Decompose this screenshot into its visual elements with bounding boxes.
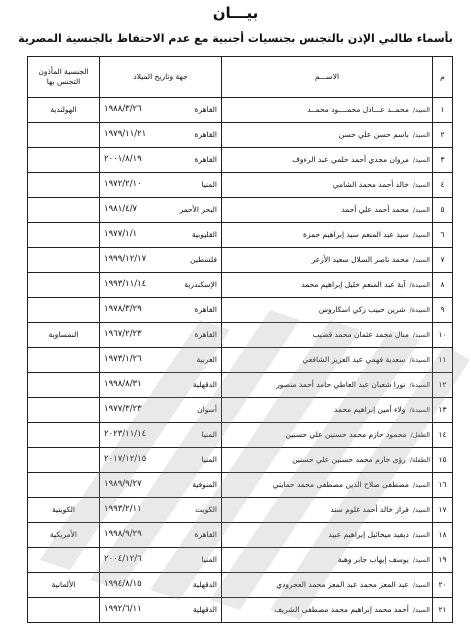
honorific: الطفلة/ xyxy=(409,456,430,465)
table-row xyxy=(28,573,453,598)
row-number: ١٦ xyxy=(433,473,453,498)
birth-cell xyxy=(100,473,222,498)
applicant-name-cell xyxy=(222,298,433,323)
birth-place: المنيا xyxy=(201,430,217,439)
birth-cell xyxy=(100,198,222,223)
applicant-name: محمــد عـــادل محمــــود محمــد xyxy=(307,105,409,115)
table-row xyxy=(28,598,453,623)
applicant-name-cell xyxy=(222,423,433,448)
birth-date: ١٩٩٤/٨/١٥ xyxy=(104,579,142,589)
birth-cell xyxy=(100,598,222,623)
document-title: بيـــان xyxy=(212,4,259,22)
table-row xyxy=(28,423,453,448)
birth-place: القليوبية xyxy=(191,230,217,239)
applicant-name-cell xyxy=(222,273,433,298)
birth-cell xyxy=(100,298,222,323)
nationality-cell: الكويتية xyxy=(28,498,100,523)
nationality-cell: الألمانية xyxy=(28,573,100,598)
honorific: السيد/ xyxy=(412,506,430,515)
table-row xyxy=(28,123,453,148)
birth-cell xyxy=(100,173,222,198)
birth-place: القاهرة xyxy=(194,155,217,164)
honorific: السيد/ xyxy=(412,606,430,615)
row-number: ١١ xyxy=(433,348,453,373)
table-row xyxy=(28,373,453,398)
honorific: السيد/ xyxy=(412,231,430,240)
birth-date: ٢٠٠٤/١٢/٦ xyxy=(104,554,142,564)
applicant-name-cell xyxy=(222,398,433,423)
birth-place: الغربية xyxy=(196,355,217,364)
nationality-cell: الهولندية xyxy=(28,98,100,123)
honorific: السيدة/ xyxy=(409,406,430,415)
nationality-cell xyxy=(28,398,100,423)
birth-cell xyxy=(100,123,222,148)
birth-place: القاهرة xyxy=(194,130,217,139)
applicant-name: يوسف إيهاب جابر وهبة xyxy=(337,555,409,565)
birth-place: فلسطين xyxy=(190,255,217,264)
applicant-name: منال محمد عثمان محمد قضيب xyxy=(312,330,409,340)
row-number: ١٠ xyxy=(433,323,453,348)
applicant-name: رؤى حازم محمد حسنين علي حسنين xyxy=(292,455,406,465)
honorific: السيد/ xyxy=(412,206,430,215)
applicant-name-cell xyxy=(222,448,433,473)
honorific: السيد/ xyxy=(412,531,430,540)
birth-place: القاهرة xyxy=(194,330,217,339)
birth-date: ٢٠٠١/٨/١٩ xyxy=(104,154,142,164)
honorific: السيد/ xyxy=(412,581,430,590)
applicant-name-cell xyxy=(222,373,433,398)
birth-cell xyxy=(100,323,222,348)
applicant-name-cell xyxy=(222,123,433,148)
applicant-name-cell xyxy=(222,198,433,223)
applicant-name-cell xyxy=(222,223,433,248)
birth-place: الدقهلية xyxy=(192,580,217,589)
birth-place: القاهرة xyxy=(194,530,217,539)
applicant-name: خالد أحمد محمد الشامي xyxy=(332,180,409,190)
applicant-name: أحمد محمد إبراهيم محمد مصطفى الشريف xyxy=(274,605,409,615)
table-row xyxy=(28,198,453,223)
applicant-name-cell xyxy=(222,98,433,123)
row-number: ١٧ xyxy=(433,498,453,523)
birth-cell xyxy=(100,148,222,173)
table-row xyxy=(28,498,453,523)
nationality-cell xyxy=(28,173,100,198)
row-number: ٩ xyxy=(433,298,453,323)
nationality-cell xyxy=(28,373,100,398)
birth-place: المنيا xyxy=(201,180,217,189)
applicant-name-cell xyxy=(222,173,433,198)
applicant-name-cell xyxy=(222,573,433,598)
applicant-name-cell xyxy=(222,598,433,623)
birth-cell xyxy=(100,573,222,598)
table-row xyxy=(28,273,453,298)
table-row xyxy=(28,398,453,423)
birth-cell xyxy=(100,98,222,123)
table-row xyxy=(28,323,453,348)
honorific: السيد/ xyxy=(412,156,430,165)
table-row xyxy=(28,348,453,373)
nationality-cell xyxy=(28,223,100,248)
birth-date: ١٩٩٨/٨/٣١ xyxy=(104,379,142,389)
row-number: ١٩ xyxy=(433,548,453,573)
applicant-name: نورا شعبان عبد العاطي حامد أحمد منصور xyxy=(276,380,406,390)
table-row xyxy=(28,548,453,573)
birth-cell xyxy=(100,548,222,573)
nationality-cell xyxy=(28,548,100,573)
row-number: ٢ xyxy=(433,123,453,148)
birth-date: ١٩٧٨/٣/٢٩ xyxy=(104,304,142,314)
birth-cell xyxy=(100,223,222,248)
honorific: السيد/ xyxy=(412,131,430,140)
table-row xyxy=(28,298,453,323)
applicant-name-cell xyxy=(222,473,433,498)
birth-date: ١٩٩٩/١٢/١٧ xyxy=(104,254,147,264)
birth-place: الإسكندرية xyxy=(184,280,217,289)
nationality-cell xyxy=(28,423,100,448)
honorific: السيدة/ xyxy=(409,381,430,390)
nationality-cell xyxy=(28,298,100,323)
birth-cell xyxy=(100,523,222,548)
applicant-name: مروان مجدي أحمد حلمي عبد الرءوف xyxy=(292,155,409,165)
applicant-name-cell xyxy=(222,323,433,348)
table-row xyxy=(28,448,453,473)
birth-date: ٢٠٢٣/١١/١٤ xyxy=(104,429,147,439)
row-number: ٧ xyxy=(433,248,453,273)
applicant-name-cell xyxy=(222,523,433,548)
birth-cell xyxy=(100,448,222,473)
table-row xyxy=(28,248,453,273)
honorific: السيد/ xyxy=(412,331,430,340)
applicant-name: محمد ناصر السلال سعيد الأزعر xyxy=(311,255,409,265)
nationality-cell xyxy=(28,598,100,623)
birth-date: ١٩٧٢/٢/١٠ xyxy=(104,179,142,189)
birth-date: ١٩٧٩/١١/٢١ xyxy=(104,129,147,139)
header-name: الاســـم xyxy=(222,57,433,98)
birth-date: ١٩٨١/٤/٧ xyxy=(104,204,138,214)
birth-date: ١٩٩٨/٩/٢٩ xyxy=(104,529,142,539)
table-header-row xyxy=(28,57,453,98)
birth-date: ١٩٩٣/١١/١٤ xyxy=(104,279,147,289)
birth-cell xyxy=(100,373,222,398)
honorific: السيدة/ xyxy=(409,281,430,290)
applicant-name: عبد المعز محمد عبد المعز محمد العجرودي xyxy=(276,580,409,590)
applicant-name: آية عبد المنعم خليل إبراهيم محمد xyxy=(301,280,406,290)
applicant-name-cell xyxy=(222,148,433,173)
header-num: م xyxy=(433,57,453,98)
birth-cell xyxy=(100,398,222,423)
applicant-name: فراز خالد أحمد غلوم سند xyxy=(330,505,409,515)
nationality-cell xyxy=(28,248,100,273)
nationality-cell xyxy=(28,273,100,298)
table-row xyxy=(28,523,453,548)
nationality-cell: الأمريكية xyxy=(28,523,100,548)
birth-cell xyxy=(100,423,222,448)
birth-date: ٢٠١٧/١٢/١٥ xyxy=(104,454,147,464)
birth-date: ١٩٨٨/٣/٢٦ xyxy=(104,104,142,114)
row-number: ٥ xyxy=(433,198,453,223)
birth-place: أسوان xyxy=(197,405,217,414)
applicant-name: سيد عبد المنعم سيد إبراهيم حمزة xyxy=(303,230,409,240)
row-number: ٢٠ xyxy=(433,573,453,598)
honorific: الطفل/ xyxy=(410,431,430,440)
row-number: ٦ xyxy=(433,223,453,248)
birth-place: البحر الأحمر xyxy=(179,205,217,214)
row-number: ١٥ xyxy=(433,448,453,473)
row-number: ١٨ xyxy=(433,523,453,548)
birth-cell xyxy=(100,348,222,373)
table-row xyxy=(28,173,453,198)
table-row xyxy=(28,98,453,123)
birth-date: ١٩٨٩/٩/٢٧ xyxy=(104,479,142,489)
applicant-name: سعدية فهمي عبد العزيز الشافعي xyxy=(302,355,406,365)
birth-place: القاهرة xyxy=(194,305,217,314)
birth-date: ١٩٧٧/١/١ xyxy=(104,229,138,239)
birth-place: الدقهلية xyxy=(192,605,217,614)
honorific: السيد/ xyxy=(412,481,430,490)
birth-place: المنيا xyxy=(201,555,217,564)
applicants-table xyxy=(27,56,453,623)
table-row xyxy=(28,223,453,248)
applicant-name-cell xyxy=(222,348,433,373)
applicant-name: محمد أحمد علي أحمد xyxy=(341,205,409,215)
applicant-name: باسم حسن علي حسن xyxy=(338,130,409,140)
birth-cell xyxy=(100,273,222,298)
honorific: السيدة/ xyxy=(409,356,430,365)
birth-date: ١٩٦٧/٢/٢٣ xyxy=(104,329,142,339)
honorific: السيد/ xyxy=(412,256,430,265)
table-row xyxy=(28,473,453,498)
nationality-cell: النمساوية xyxy=(28,323,100,348)
nationality-cell xyxy=(28,148,100,173)
nationality-cell xyxy=(28,123,100,148)
applicant-name: ولاء أمين إبراهيم محمد xyxy=(334,405,406,415)
row-number: ٤ xyxy=(433,173,453,198)
header-nationality: الجنسية المأذون التجنس بها xyxy=(28,57,100,98)
birth-place: المنيا xyxy=(201,455,217,464)
birth-place: الدقهلية xyxy=(192,380,217,389)
honorific: السيد/ xyxy=(412,106,430,115)
honorific: السيدة/ xyxy=(409,306,430,315)
row-number: ١٣ xyxy=(433,398,453,423)
applicant-name-cell xyxy=(222,498,433,523)
applicant-name: ديفيد ميخائيل إبراهيم عبيد xyxy=(328,530,409,540)
header-birth: جهة وتاريخ الميلاد xyxy=(100,57,222,98)
birth-date: ١٩٧٣/١/٢٦ xyxy=(104,354,142,364)
row-number: ١٢ xyxy=(433,373,453,398)
row-number: ٣ xyxy=(433,148,453,173)
row-number: ٢١ xyxy=(433,598,453,623)
nationality-cell xyxy=(28,198,100,223)
birth-place: القاهرة xyxy=(194,105,217,114)
nationality-cell xyxy=(28,473,100,498)
birth-place: المنوفية xyxy=(192,480,217,489)
birth-date: ١٩٩٢/٦/١١ xyxy=(104,604,142,614)
birth-cell xyxy=(100,498,222,523)
birth-cell xyxy=(100,248,222,273)
row-number: ٨ xyxy=(433,273,453,298)
honorific: السيد/ xyxy=(412,181,430,190)
applicant-name: مصطفى صلاح الدين مصطفى محمد حمايتي xyxy=(272,480,409,490)
birth-date: ١٩٧٧/٣/٢٣ xyxy=(104,404,142,414)
document-subtitle: بأسماء طالبي الإذن بالتجنس بجنسيات أجنبية مع عدم الاحتفاظ بالجنسية المصرية xyxy=(18,32,453,45)
birth-date: ١٩٩٣/٢/١١ xyxy=(104,504,142,514)
applicant-name: شرين حبيب زكي اسكاروس xyxy=(318,305,406,315)
table-body xyxy=(28,98,453,623)
table-row xyxy=(28,148,453,173)
nationality-cell xyxy=(28,348,100,373)
row-number: ١ xyxy=(433,98,453,123)
applicant-name-cell xyxy=(222,248,433,273)
applicant-name-cell xyxy=(222,548,433,573)
birth-place: الكويت xyxy=(195,505,217,514)
honorific: السيد/ xyxy=(412,556,430,565)
row-number: ١٤ xyxy=(433,423,453,448)
nationality-cell xyxy=(28,448,100,473)
applicant-name: محمود حازم محمد حسنين علي حسنين xyxy=(285,430,407,440)
